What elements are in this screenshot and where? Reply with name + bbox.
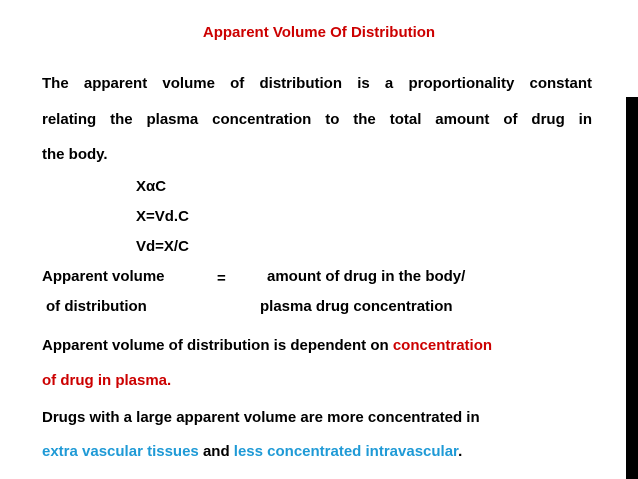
drugs-connector: and xyxy=(198,443,234,460)
definition-right-2: plasma drug concentration xyxy=(260,298,453,315)
intro-line-1: The apparent volume of distribution is a proportionality constant xyxy=(42,75,592,92)
equation-volume: Vd=X/C xyxy=(136,238,189,255)
definition-equals: = xyxy=(217,270,226,287)
drugs-line-1: Drugs with a large apparent volume are more concentrated in xyxy=(42,409,480,426)
definition-left-2: of distribution xyxy=(46,298,147,315)
drugs-highlight-1: extra vascular tissues xyxy=(42,443,199,460)
equation-amount: X=Vd.C xyxy=(136,208,189,225)
drugs-highlight-2: less concentrated intravascular xyxy=(233,443,459,460)
dependence-line-1 xyxy=(42,337,492,355)
slide-title: Apparent Volume Of Distribution xyxy=(202,24,436,41)
dependence-highlight-2: of drug in plasma. xyxy=(42,372,172,389)
drugs-line-2 xyxy=(42,443,462,461)
intro-line-2: relating the plasma concentration to the total amount of drug in xyxy=(42,111,592,128)
dependence-text: Apparent volume of distribution is dependent on xyxy=(42,337,393,354)
dependence-highlight-1: concentration xyxy=(392,337,493,354)
slide-edge-bar xyxy=(626,97,638,479)
equation-proportional: XαC xyxy=(136,178,167,195)
intro-line-3: the body. xyxy=(42,146,108,163)
drugs-end: . xyxy=(458,443,463,460)
definition-right-1: amount of drug in the body/ xyxy=(267,268,466,285)
definition-left-1: Apparent volume xyxy=(42,268,165,285)
